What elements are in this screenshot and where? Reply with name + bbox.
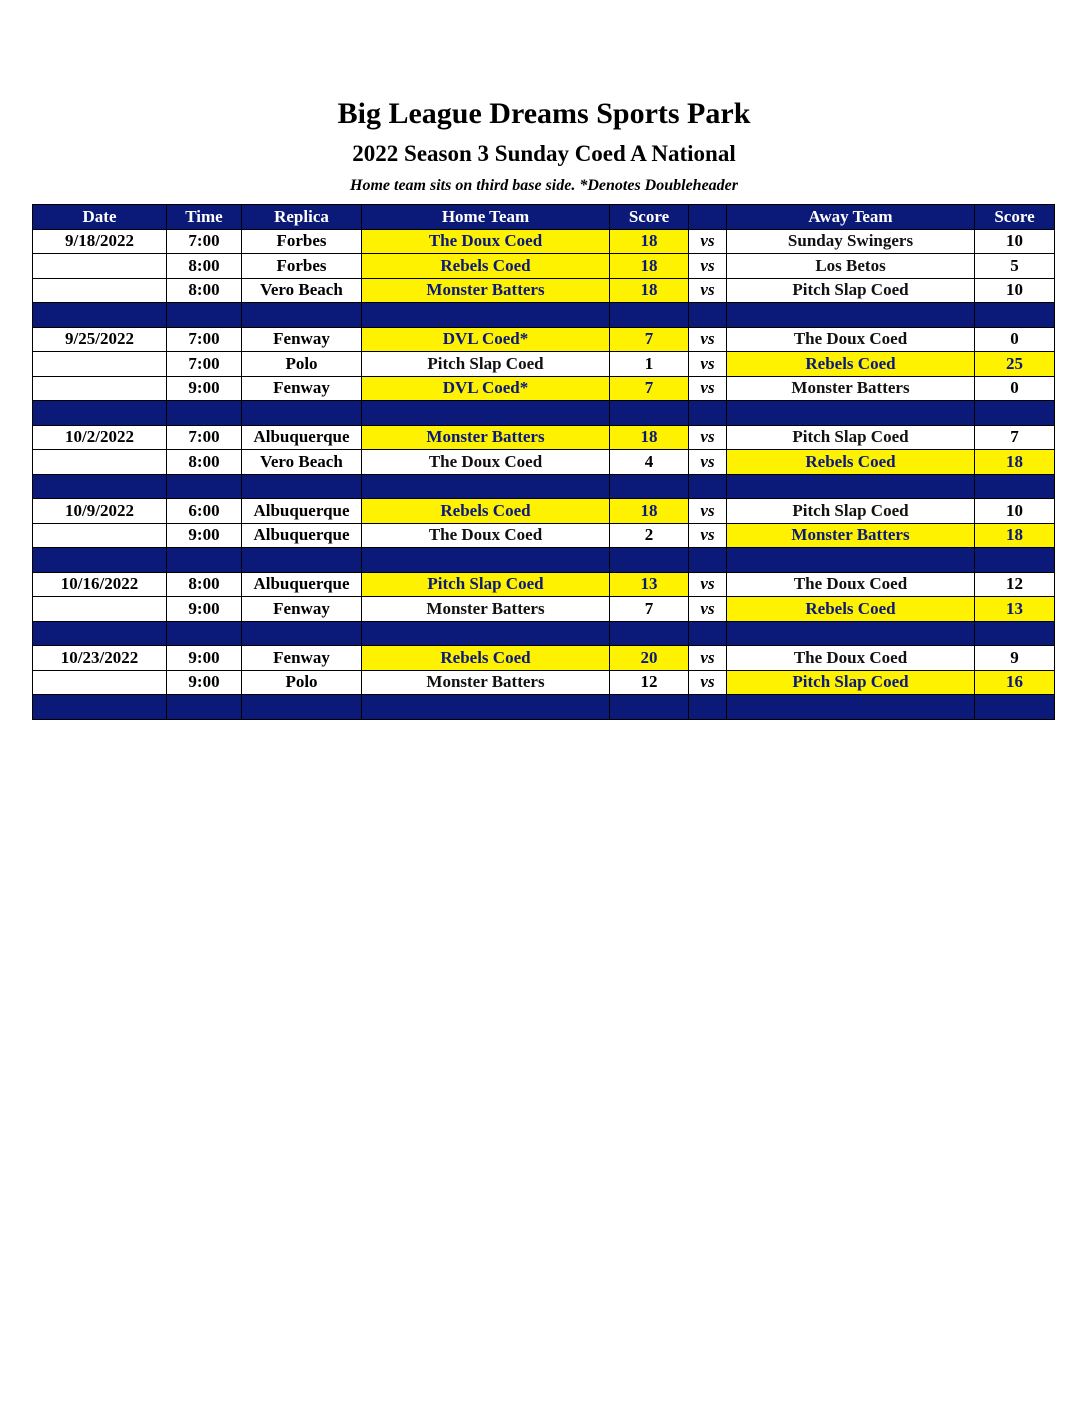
home-team: Rebels Coed — [362, 254, 610, 279]
separator-cell — [689, 401, 727, 426]
away-team: Rebels Coed — [727, 352, 975, 377]
game-time: 7:00 — [167, 425, 242, 450]
game-time: 9:00 — [167, 523, 242, 548]
page-title: Big League Dreams Sports Park — [337, 97, 751, 130]
away-team: Rebels Coed — [727, 597, 975, 622]
week-separator-row — [33, 474, 1055, 499]
separator-cell — [610, 695, 689, 720]
game-date: 9/25/2022 — [33, 327, 167, 352]
separator-cell — [167, 621, 242, 646]
game-time: 9:00 — [167, 376, 242, 401]
away-score: 10 — [975, 229, 1055, 254]
home-score: 18 — [610, 425, 689, 450]
game-time: 8:00 — [167, 450, 242, 475]
game-date — [33, 597, 167, 622]
separator-cell — [242, 474, 362, 499]
game-row — [33, 376, 1055, 401]
home-score: 7 — [610, 376, 689, 401]
game-time: 9:00 — [167, 670, 242, 695]
away-score: 10 — [975, 499, 1055, 524]
vs-label: vs — [689, 229, 727, 254]
game-field: Forbes — [242, 229, 362, 254]
home-score: 4 — [610, 450, 689, 475]
schedule-table — [32, 204, 1055, 720]
separator-cell — [33, 695, 167, 720]
game-time: 7:00 — [167, 229, 242, 254]
col-header-home-score: Score — [610, 205, 689, 230]
separator-cell — [167, 548, 242, 573]
separator-cell — [33, 548, 167, 573]
game-field: Fenway — [242, 646, 362, 671]
separator-cell — [727, 621, 975, 646]
page-subtitle: 2022 Season 3 Sunday Coed A National — [352, 141, 736, 166]
home-team: DVL Coed* — [362, 376, 610, 401]
separator-cell — [975, 695, 1055, 720]
game-date: 10/2/2022 — [33, 425, 167, 450]
separator-cell — [975, 474, 1055, 499]
game-row — [33, 278, 1055, 303]
game-date — [33, 376, 167, 401]
game-field: Fenway — [242, 327, 362, 352]
away-score: 18 — [975, 450, 1055, 475]
game-time: 8:00 — [167, 572, 242, 597]
game-field: Albuquerque — [242, 499, 362, 524]
separator-cell — [167, 303, 242, 328]
separator-cell — [727, 548, 975, 573]
home-score: 20 — [610, 646, 689, 671]
away-score: 13 — [975, 597, 1055, 622]
game-field: Fenway — [242, 376, 362, 401]
separator-cell — [689, 474, 727, 499]
home-team: The Doux Coed — [362, 523, 610, 548]
separator-cell — [242, 303, 362, 328]
game-field: Albuquerque — [242, 523, 362, 548]
vs-label: vs — [689, 450, 727, 475]
home-score: 18 — [610, 229, 689, 254]
game-row — [33, 499, 1055, 524]
game-row — [33, 327, 1055, 352]
game-time: 9:00 — [167, 646, 242, 671]
home-team: Rebels Coed — [362, 646, 610, 671]
game-date — [33, 670, 167, 695]
game-date — [33, 523, 167, 548]
separator-cell — [975, 621, 1055, 646]
vs-label: vs — [689, 254, 727, 279]
away-team: Los Betos — [727, 254, 975, 279]
separator-cell — [362, 303, 610, 328]
away-team: Sunday Swingers — [727, 229, 975, 254]
game-row — [33, 352, 1055, 377]
game-field: Fenway — [242, 597, 362, 622]
home-score: 18 — [610, 499, 689, 524]
home-score: 7 — [610, 327, 689, 352]
week-separator-row — [33, 401, 1055, 426]
away-team: Pitch Slap Coed — [727, 670, 975, 695]
separator-cell — [610, 474, 689, 499]
vs-label: vs — [689, 523, 727, 548]
separator-cell — [689, 548, 727, 573]
separator-cell — [362, 474, 610, 499]
away-team: Monster Batters — [727, 376, 975, 401]
away-team: Pitch Slap Coed — [727, 499, 975, 524]
vs-label: vs — [689, 278, 727, 303]
game-date: 10/23/2022 — [33, 646, 167, 671]
separator-cell — [167, 695, 242, 720]
separator-cell — [167, 401, 242, 426]
week-separator-row — [33, 548, 1055, 573]
game-field: Albuquerque — [242, 572, 362, 597]
separator-cell — [362, 695, 610, 720]
game-date: 10/16/2022 — [33, 572, 167, 597]
separator-cell — [610, 401, 689, 426]
home-team: Monster Batters — [362, 425, 610, 450]
away-team: Rebels Coed — [727, 450, 975, 475]
game-field: Polo — [242, 352, 362, 377]
vs-label: vs — [689, 572, 727, 597]
separator-cell — [610, 621, 689, 646]
separator-cell — [975, 401, 1055, 426]
away-score: 9 — [975, 646, 1055, 671]
home-score: 7 — [610, 597, 689, 622]
home-score: 13 — [610, 572, 689, 597]
game-date — [33, 450, 167, 475]
col-header-vs — [689, 205, 727, 230]
vs-label: vs — [689, 376, 727, 401]
away-score: 16 — [975, 670, 1055, 695]
game-date — [33, 278, 167, 303]
game-row — [33, 450, 1055, 475]
separator-cell — [167, 474, 242, 499]
game-field: Vero Beach — [242, 278, 362, 303]
home-score: 18 — [610, 254, 689, 279]
away-score: 10 — [975, 278, 1055, 303]
col-header-time: Time — [167, 205, 242, 230]
away-score: 5 — [975, 254, 1055, 279]
away-team: Monster Batters — [727, 523, 975, 548]
away-team: Pitch Slap Coed — [727, 278, 975, 303]
game-row — [33, 670, 1055, 695]
home-score: 12 — [610, 670, 689, 695]
home-score: 1 — [610, 352, 689, 377]
game-time: 8:00 — [167, 278, 242, 303]
game-row — [33, 425, 1055, 450]
vs-label: vs — [689, 499, 727, 524]
separator-cell — [242, 401, 362, 426]
separator-cell — [727, 303, 975, 328]
game-row — [33, 523, 1055, 548]
game-row — [33, 229, 1055, 254]
separator-cell — [33, 621, 167, 646]
separator-cell — [610, 303, 689, 328]
game-time: 9:00 — [167, 597, 242, 622]
game-row — [33, 254, 1055, 279]
game-row — [33, 572, 1055, 597]
col-header-replica: Replica — [242, 205, 362, 230]
col-header-home-team: Home Team — [362, 205, 610, 230]
home-team: The Doux Coed — [362, 229, 610, 254]
col-header-away-team: Away Team — [727, 205, 975, 230]
home-team: Monster Batters — [362, 670, 610, 695]
game-field: Polo — [242, 670, 362, 695]
away-team: The Doux Coed — [727, 646, 975, 671]
week-separator-row — [33, 621, 1055, 646]
home-team: Pitch Slap Coed — [362, 572, 610, 597]
game-date — [33, 254, 167, 279]
home-team: Pitch Slap Coed — [362, 352, 610, 377]
away-score: 0 — [975, 376, 1055, 401]
separator-cell — [362, 621, 610, 646]
game-row — [33, 646, 1055, 671]
home-score: 2 — [610, 523, 689, 548]
away-score: 7 — [975, 425, 1055, 450]
vs-label: vs — [689, 597, 727, 622]
vs-label: vs — [689, 670, 727, 695]
separator-cell — [33, 303, 167, 328]
separator-cell — [242, 548, 362, 573]
away-score: 18 — [975, 523, 1055, 548]
schedule-body — [33, 229, 1055, 719]
game-time: 7:00 — [167, 327, 242, 352]
separator-cell — [689, 695, 727, 720]
separator-cell — [727, 695, 975, 720]
game-field: Forbes — [242, 254, 362, 279]
vs-label: vs — [689, 425, 727, 450]
home-team: The Doux Coed — [362, 450, 610, 475]
game-time: 7:00 — [167, 352, 242, 377]
week-separator-row — [33, 303, 1055, 328]
game-field: Albuquerque — [242, 425, 362, 450]
game-date: 10/9/2022 — [33, 499, 167, 524]
schedule-note: Home team sits on third base side. *Denotes Doubleheader — [350, 177, 738, 194]
away-score: 12 — [975, 572, 1055, 597]
week-separator-row — [33, 695, 1055, 720]
home-score: 18 — [610, 278, 689, 303]
vs-label: vs — [689, 327, 727, 352]
away-score: 0 — [975, 327, 1055, 352]
separator-cell — [242, 695, 362, 720]
separator-cell — [689, 303, 727, 328]
home-team: Rebels Coed — [362, 499, 610, 524]
game-field: Vero Beach — [242, 450, 362, 475]
away-team: Pitch Slap Coed — [727, 425, 975, 450]
away-team: The Doux Coed — [727, 572, 975, 597]
game-date — [33, 352, 167, 377]
game-time: 8:00 — [167, 254, 242, 279]
separator-cell — [727, 474, 975, 499]
vs-label: vs — [689, 352, 727, 377]
separator-cell — [610, 548, 689, 573]
vs-label: vs — [689, 646, 727, 671]
separator-cell — [727, 401, 975, 426]
header-row — [33, 205, 1055, 230]
home-team: Monster Batters — [362, 278, 610, 303]
separator-cell — [689, 621, 727, 646]
separator-cell — [33, 401, 167, 426]
game-date: 9/18/2022 — [33, 229, 167, 254]
separator-cell — [362, 401, 610, 426]
col-header-date: Date — [33, 205, 167, 230]
home-team: Monster Batters — [362, 597, 610, 622]
separator-cell — [975, 303, 1055, 328]
separator-cell — [242, 621, 362, 646]
away-team: The Doux Coed — [727, 327, 975, 352]
separator-cell — [33, 474, 167, 499]
game-row — [33, 597, 1055, 622]
col-header-away-score: Score — [975, 205, 1055, 230]
separator-cell — [975, 548, 1055, 573]
away-score: 25 — [975, 352, 1055, 377]
separator-cell — [362, 548, 610, 573]
home-team: DVL Coed* — [362, 327, 610, 352]
game-time: 6:00 — [167, 499, 242, 524]
